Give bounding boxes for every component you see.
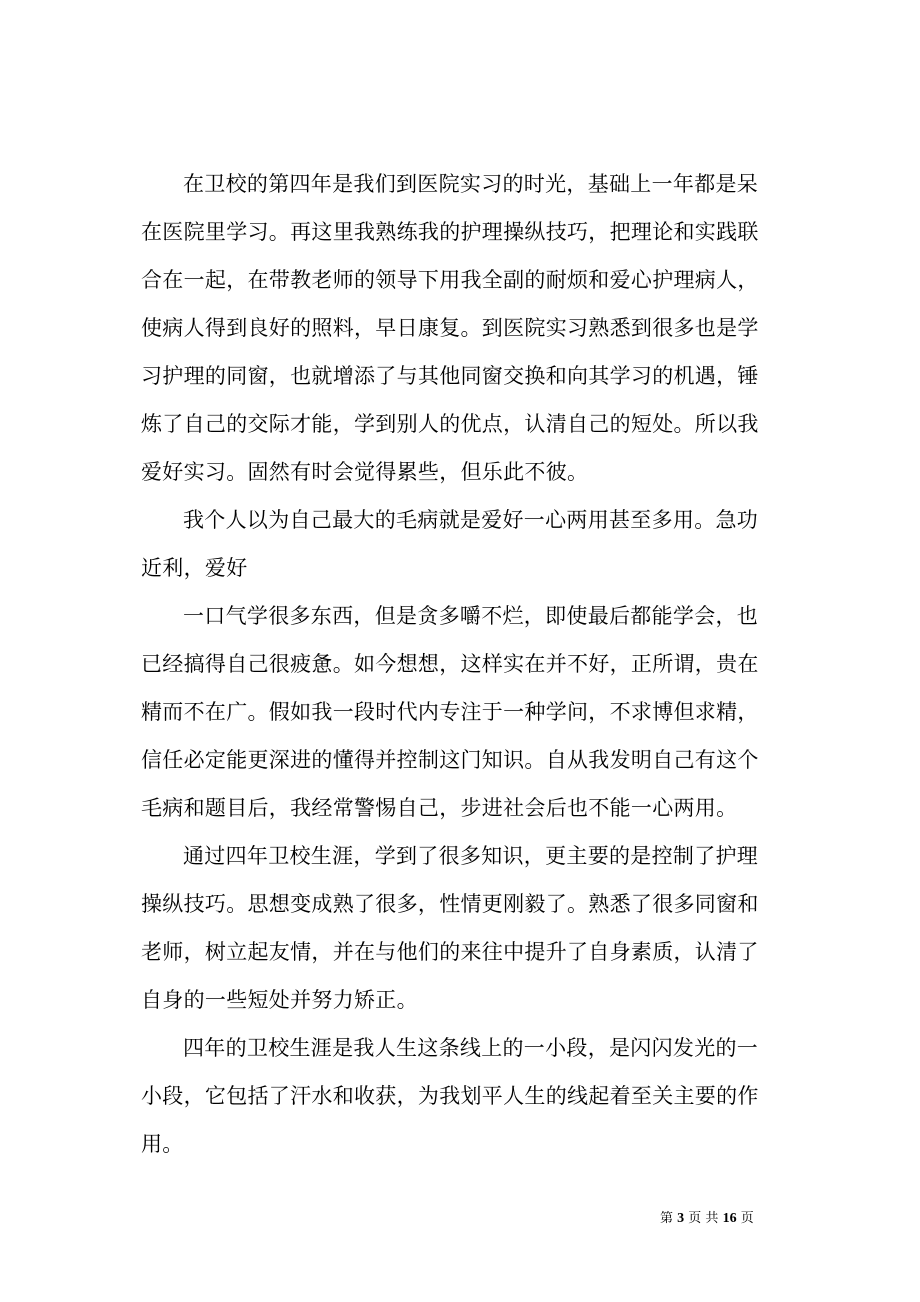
paragraph-line: 自身的一些短处并努力矫正。	[141, 988, 418, 1012]
paragraph-line: 习护理的同窗，也就增添了与其他同窗交换和向其学习的机遇，锤	[141, 364, 759, 388]
footer-middle: 页 共	[688, 1211, 719, 1226]
paragraph-line: 老师，树立起友情，并在与他们的来往中提升了自身素质，认清了	[141, 940, 759, 964]
paragraph-line: 精而不在广。假如我一段时代内专注于一种学问，不求博但求精，	[141, 700, 759, 724]
paragraph-line: 信任必定能更深进的懂得并控制这门知识。自从我发明自己有这个	[141, 748, 759, 772]
footer-prefix: 第	[660, 1211, 674, 1226]
current-page-number: 3	[677, 1211, 685, 1226]
paragraph-line: 一口气学很多东西，但是贪多嚼不烂，即使最后都能学会，也	[183, 604, 759, 628]
paragraph-line: 已经搞得自己很疲惫。如今想想，这样实在并不好，正所谓，贵在	[141, 652, 759, 676]
paragraph-line: 近利，爱好	[141, 556, 248, 580]
paragraph-line: 在卫校的第四年是我们到医院实习的时光，基础上一年都是呆	[183, 172, 759, 196]
paragraph-line: 四年的卫校生涯是我人生这条线上的一小段，是闪闪发光的一	[183, 1036, 759, 1060]
paragraph-line: 小段，它包括了汗水和收获，为我划平人生的线起着至关主要的作	[141, 1084, 759, 1108]
paragraph-line: 毛病和题目后，我经常警惕自己，步进社会后也不能一心两用。	[141, 796, 738, 820]
paragraph-line: 爱好实习。固然有时会觉得累些，但乐此不彼。	[141, 460, 589, 484]
page-footer	[660, 1207, 790, 1231]
paragraph-line: 通过四年卫校生涯，学到了很多知识，更主要的是控制了护理	[183, 844, 759, 868]
paragraph-line: 用。	[141, 1132, 184, 1156]
paragraph-line: 合在一起，在带教老师的领导下用我全副的耐烦和爱心护理病人，	[141, 268, 759, 292]
paragraph-line: 我个人以为自己最大的毛病就是爱好一心两用甚至多用。急功	[183, 508, 759, 532]
footer-suffix: 页	[740, 1211, 754, 1226]
total-page-count: 16	[722, 1211, 737, 1226]
paragraph-line: 操纵技巧。思想变成熟了很多，性情更刚毅了。熟悉了很多同窗和	[141, 892, 759, 916]
paragraph-line: 使病人得到良好的照料，早日康复。到医院实习熟悉到很多也是学	[141, 316, 759, 340]
document-body	[141, 160, 781, 1168]
paragraph-line: 炼了自己的交际才能，学到别人的优点，认清自己的短处。所以我	[141, 412, 759, 436]
paragraph-line: 在医院里学习。再这里我熟练我的护理操纵技巧，把理论和实践联	[141, 220, 759, 244]
